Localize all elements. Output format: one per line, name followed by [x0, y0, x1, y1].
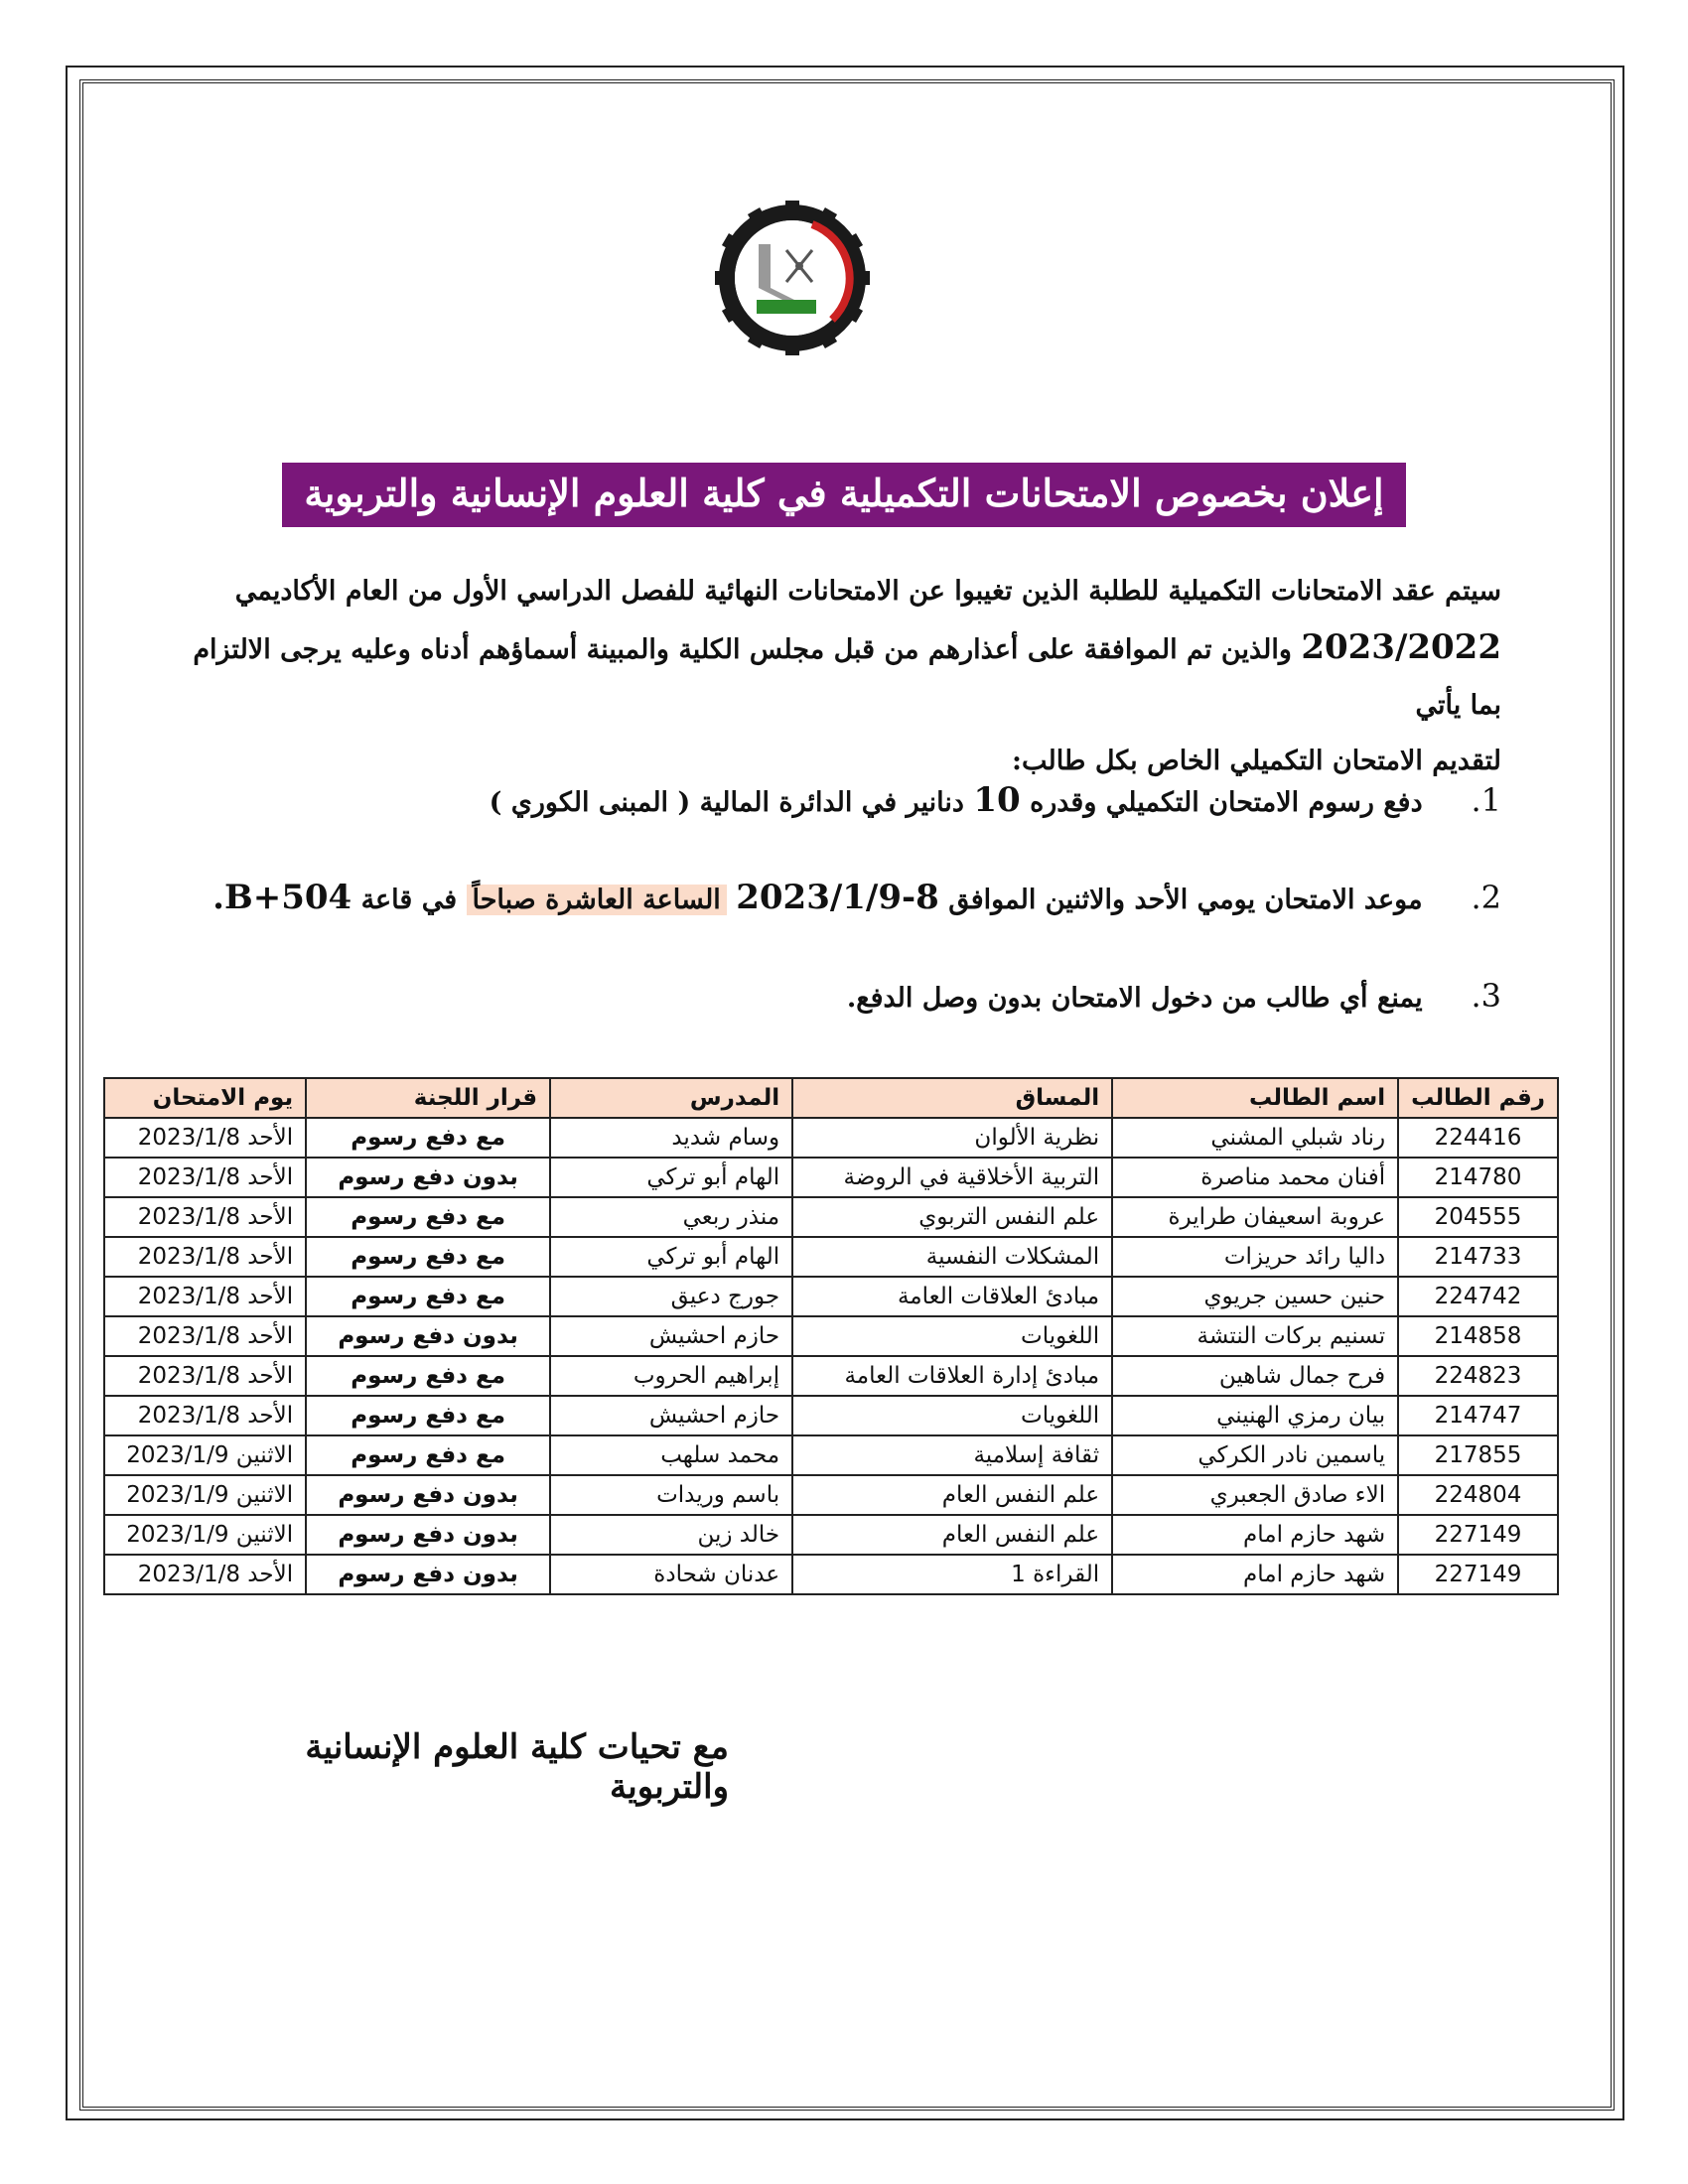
- table-row: [104, 1237, 1558, 1277]
- announcement-title: إعلان بخصوص الامتحانات التكميلية في كلية العلوم الإنسانية والتربوية: [282, 463, 1405, 527]
- header-course: المساق: [792, 1078, 1112, 1118]
- academic-year: 2023/2022: [1301, 627, 1501, 667]
- header-teacher: المدرس: [550, 1078, 792, 1118]
- list-item-text: دنانير في الدائرة المالية ( المبنى الكوري ): [489, 787, 964, 818]
- course: مبادئ العلاقات العامة: [792, 1277, 1112, 1316]
- student-id: 224416: [1398, 1118, 1558, 1158]
- list-number: 3.: [1471, 977, 1501, 1015]
- teacher: خالد زين: [550, 1515, 792, 1555]
- table-row: [104, 1555, 1558, 1594]
- decision: بدون دفع رسوم: [306, 1158, 550, 1197]
- teacher: عدنان شحادة: [550, 1555, 792, 1594]
- exam-time: الساعة العاشرة صباحاً: [467, 885, 727, 915]
- table-row: [104, 1475, 1558, 1515]
- list-item-text: موعد الامتحان يومي الأحد والاثنين الموافق: [948, 885, 1423, 915]
- table-row: [104, 1396, 1558, 1435]
- closing-signature: مع تحيات كلية العلوم الإنسانية والتربوية: [305, 1727, 729, 1807]
- course: التربية الأخلاقية في الروضة: [792, 1158, 1112, 1197]
- student-name: شهد حازم امام: [1112, 1515, 1398, 1555]
- decision: بدون دفع رسوم: [306, 1555, 550, 1594]
- exam-day: الأحد 2023/1/8: [104, 1237, 306, 1277]
- exam-room: B+504: [223, 878, 352, 917]
- table-row: [104, 1435, 1558, 1475]
- student-id: 214780: [1398, 1158, 1558, 1197]
- list-number: 2.: [1471, 879, 1501, 916]
- table-row: [104, 1356, 1558, 1396]
- student-id: 214747: [1398, 1396, 1558, 1435]
- exam-day: الأحد 2023/1/8: [104, 1197, 306, 1237]
- exam-day: الاثنين 2023/1/9: [104, 1435, 306, 1475]
- list-number: 1.: [1471, 781, 1501, 819]
- list-item-end: .: [212, 878, 224, 917]
- teacher: حازم احشيش: [550, 1316, 792, 1356]
- course: القراءة 1: [792, 1555, 1112, 1594]
- student-name: بيان رمزي الهنيني: [1112, 1396, 1398, 1435]
- teacher: الهام أبو تركي: [550, 1237, 792, 1277]
- course: علم النفس العام: [792, 1515, 1112, 1555]
- table-row: [104, 1277, 1558, 1316]
- exam-day: الأحد 2023/1/8: [104, 1277, 306, 1316]
- student-name: داليا رائد حريزات: [1112, 1237, 1398, 1277]
- exam-day: الأحد 2023/1/8: [104, 1555, 306, 1594]
- list-item-receipt: [189, 977, 1501, 1015]
- student-name: الاء صادق الجعبري: [1112, 1475, 1398, 1515]
- table-header-row: [104, 1078, 1558, 1118]
- student-name: ياسمين نادر الكركي: [1112, 1435, 1398, 1475]
- header-decision: قرار اللجنة: [306, 1078, 550, 1118]
- header-student-id: رقم الطالب: [1398, 1078, 1558, 1118]
- course: مبادئ إدارة العلاقات العامة: [792, 1356, 1112, 1396]
- table-row: [104, 1197, 1558, 1237]
- teacher: إبراهيم الحروب: [550, 1356, 792, 1396]
- student-id: 217855: [1398, 1435, 1558, 1475]
- decision: مع دفع رسوم: [306, 1356, 550, 1396]
- student-name: حنين حسين جريوي: [1112, 1277, 1398, 1316]
- decision: مع دفع رسوم: [306, 1118, 550, 1158]
- list-item-text: يمنع أي طالب من دخول الامتحان بدون وصل الدفع.: [846, 983, 1423, 1014]
- intro-line-3: لتقديم الامتحان التكميلي الخاص بكل طالب:: [1012, 746, 1501, 776]
- teacher: وسام شديد: [550, 1118, 792, 1158]
- exam-date: 2023/1/9-8: [736, 878, 939, 917]
- course: ثقافة إسلامية: [792, 1435, 1112, 1475]
- header-exam-day: يوم الامتحان: [104, 1078, 306, 1118]
- student-name: رناد شبلي المشني: [1112, 1118, 1398, 1158]
- student-id: 227149: [1398, 1555, 1558, 1594]
- exam-day: الأحد 2023/1/8: [104, 1118, 306, 1158]
- student-id: 224823: [1398, 1356, 1558, 1396]
- decision: مع دفع رسوم: [306, 1277, 550, 1316]
- student-name: أفنان محمد مناصرة: [1112, 1158, 1398, 1197]
- exam-day: الأحد 2023/1/8: [104, 1316, 306, 1356]
- table-row: [104, 1118, 1558, 1158]
- intro-line-1: سيتم عقد الامتحانات التكميلية للطلبة الذين تغيبوا عن الامتحانات النهائية للفصل الدراسي الأول من العام الأكاديمي: [234, 576, 1501, 607]
- student-id: 204555: [1398, 1197, 1558, 1237]
- teacher: محمد سلهب: [550, 1435, 792, 1475]
- table-row: [104, 1515, 1558, 1555]
- student-id: 224804: [1398, 1475, 1558, 1515]
- teacher: باسم وريدات: [550, 1475, 792, 1515]
- decision: بدون دفع رسوم: [306, 1316, 550, 1356]
- decision: مع دفع رسوم: [306, 1197, 550, 1237]
- exam-day: الاثنين 2023/1/9: [104, 1515, 306, 1555]
- exam-day: الأحد 2023/1/8: [104, 1356, 306, 1396]
- teacher: حازم احشيش: [550, 1396, 792, 1435]
- exam-day: الأحد 2023/1/8: [104, 1158, 306, 1197]
- exam-day: الاثنين 2023/1/9: [104, 1475, 306, 1515]
- list-item-schedule: [189, 878, 1501, 917]
- course: نظرية الألوان: [792, 1118, 1112, 1158]
- list-item-text: في قاعة: [360, 885, 458, 915]
- course: المشكلات النفسية: [792, 1237, 1112, 1277]
- student-name: شهد حازم امام: [1112, 1555, 1398, 1594]
- list-item-text: دفع رسوم الامتحان التكميلي وقدره: [1030, 787, 1423, 818]
- decision: بدون دفع رسوم: [306, 1515, 550, 1555]
- intro-line-2: والذين تم الموافقة على أعذارهم من قبل مجلس الكلية والمبينة أسماؤهم أدناه وعليه يرجى الالتزام بما يأتي: [193, 634, 1501, 721]
- list-item-payment: [189, 780, 1501, 820]
- header-student-name: اسم الطالب: [1112, 1078, 1398, 1118]
- exam-table: [103, 1077, 1559, 1595]
- decision: بدون دفع رسوم: [306, 1475, 550, 1515]
- decision: مع دفع رسوم: [306, 1435, 550, 1475]
- student-name: عروبة اسعيفان طرايرة: [1112, 1197, 1398, 1237]
- teacher: الهام أبو تركي: [550, 1158, 792, 1197]
- student-id: 227149: [1398, 1515, 1558, 1555]
- intro-paragraph: [189, 564, 1501, 789]
- course: علم النفس العام: [792, 1475, 1112, 1515]
- exam-day: الأحد 2023/1/8: [104, 1396, 306, 1435]
- student-id: 214733: [1398, 1237, 1558, 1277]
- student-name: فرح جمال شاهين: [1112, 1356, 1398, 1396]
- decision: مع دفع رسوم: [306, 1237, 550, 1277]
- course: اللغويات: [792, 1316, 1112, 1356]
- student-id: 214858: [1398, 1316, 1558, 1356]
- teacher: منذر ربعي: [550, 1197, 792, 1237]
- table-row: [104, 1316, 1558, 1356]
- university-logo-icon: [713, 199, 912, 357]
- fee-amount: 10: [973, 780, 1021, 820]
- student-id: 224742: [1398, 1277, 1558, 1316]
- decision: مع دفع رسوم: [306, 1396, 550, 1435]
- student-name: تسنيم بركات النتشة: [1112, 1316, 1398, 1356]
- course: اللغويات: [792, 1396, 1112, 1435]
- teacher: جورج دعيق: [550, 1277, 792, 1316]
- table-row: [104, 1158, 1558, 1197]
- course: علم النفس التربوي: [792, 1197, 1112, 1237]
